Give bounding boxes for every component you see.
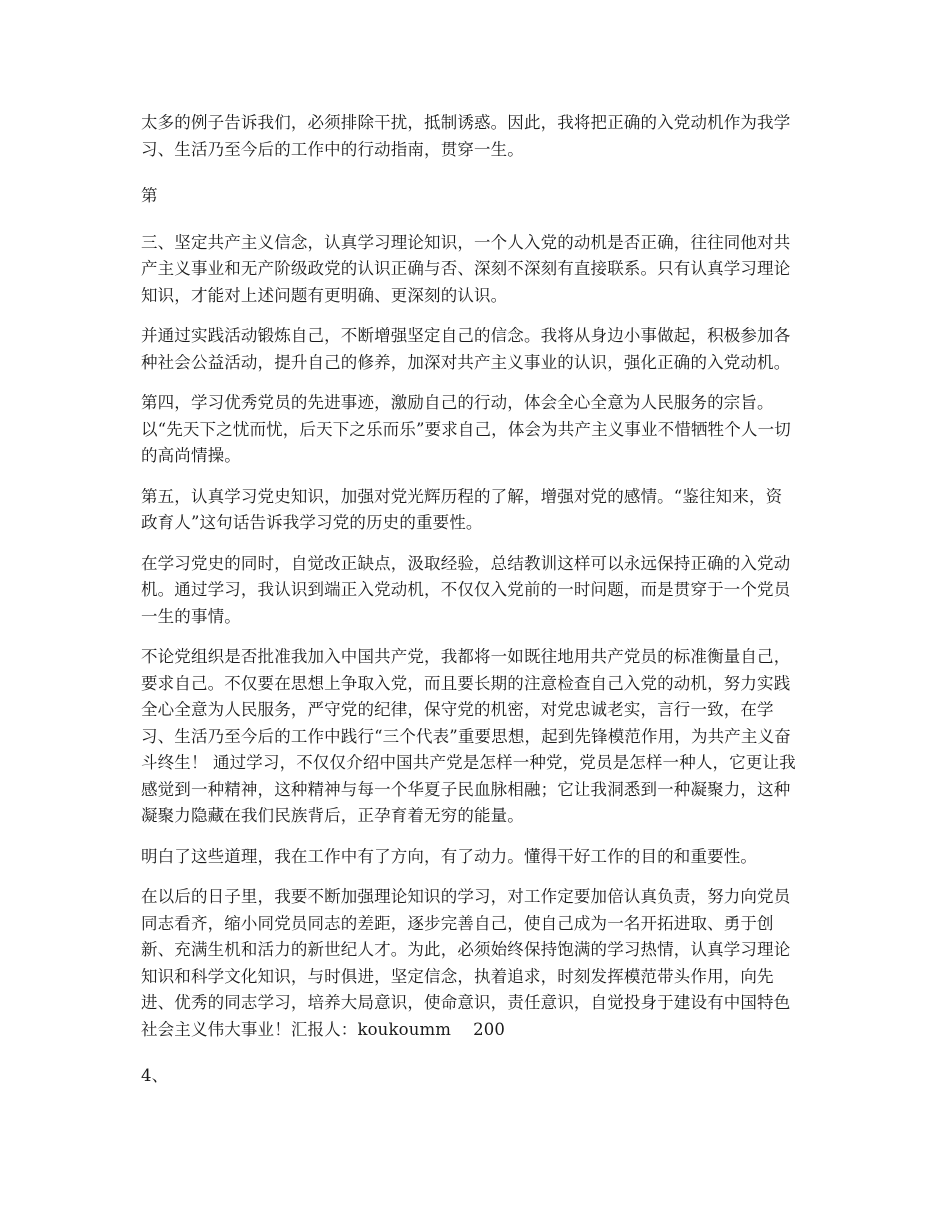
text-line: 种社会公益活动，提升自己的修养，加深对共产主义事业的认识，强化正确的入党动机。 xyxy=(141,352,791,372)
text-line: 进、优秀的同志学习，培养大局意识，使命意识，责任意识，自觉投身于建设有中国特色 xyxy=(141,993,791,1012)
text-line: 三、坚定共产主义信念，认真学习理论知识，一个人入党的动机是否正确，往往同他对共 xyxy=(141,232,791,252)
text-line: 习、生活乃至今后的工作中践行“三个代表”重要思想，起到先锋模范作用，为共产主义奋 xyxy=(141,726,791,746)
text-line: 全心全意为人民服务，严守党的纪律，保守党的机密，对党忠诚老实，言行一致，在学 xyxy=(141,700,774,719)
paragraph xyxy=(141,551,810,631)
text-line: 不论党组织是否批准我加入中国共产党，我都将一如既往地用共产党员的标准衡量自己， xyxy=(141,647,791,666)
text-line: 并通过实践活动锻炼自己，不断增强坚定自己的信念。我将从身边小事做起，积极参加各 xyxy=(141,326,791,345)
paragraph xyxy=(141,884,810,1043)
text-line: 在学习党史的同时，自觉改正缺点，汲取经验，总结教训这样可以永远保持正确的入党动 xyxy=(141,553,791,573)
text-line: 在以后的日子里，我要不断加强理论知识的学习，对工作定要加倍认真负责，努力向党员 xyxy=(141,887,791,906)
paragraph xyxy=(141,390,810,470)
text-line: 的高尚情操。 xyxy=(141,446,241,465)
text-line: 第 xyxy=(141,186,158,205)
text-line: 4、 xyxy=(141,1066,169,1085)
paragraph xyxy=(141,844,810,871)
document-body xyxy=(141,110,810,1090)
text-line: 凝聚力隐藏在我们民族背后，正孕育着无穷的能量。 xyxy=(141,806,524,825)
text-line: 知识，才能对上述问题有更明确、更深刻的认识。 xyxy=(141,285,508,305)
text-line: 习、生活乃至今后的工作中的行动指南，贯穿一生。 xyxy=(141,139,524,159)
text-line: 知识和科学文化知识，与时俱进，坚定信念，执着追求，时刻发挥模范带头作用，向先 xyxy=(141,966,774,986)
paragraph xyxy=(141,1063,810,1090)
text-line: 机。通过学习，我认识到端正入党动机，不仅仅入党前的一时问题，而是贯穿于一个党员 xyxy=(141,580,791,599)
paragraph xyxy=(141,110,810,163)
text-line: 政育人”这句话告诉我学习党的历史的重要性。 xyxy=(141,513,483,532)
paragraph xyxy=(141,230,810,310)
text-line: 明白了这些道理，我在工作中有了方向，有了动力。懂得干好工作的目的和重要性。 xyxy=(141,846,758,866)
text-line: 太多的例子告诉我们，必须排除干扰，抵制诱惑。因此，我将把正确的入党动机作为我学 xyxy=(141,113,791,132)
text-line: 第五，认真学习党史知识，加强对党光辉历程的了解，增强对党的感情。“鉴往知来，资 xyxy=(141,486,783,506)
paragraph xyxy=(141,644,810,830)
paragraph xyxy=(141,484,810,537)
text-line: 要求自己。不仅要在思想上争取入党，而且要长期的注意检查自己入党的动机，努力实践 xyxy=(141,673,791,693)
text-line: 一生的事情。 xyxy=(141,606,241,626)
text-line: 新、充满生机和活力的新世纪人才。为此，必须始终保持饱满的学习热情，认真学习理论 xyxy=(141,940,791,959)
text-line: 产主义事业和无产阶级政党的认识正确与否、深刻不深刻有直接联系。只有认真学习理论 xyxy=(141,259,791,278)
paragraph xyxy=(141,323,810,376)
paragraph xyxy=(141,183,810,210)
text-line: 感觉到一种精神，这种精神与每一个华夏子民血脉相融；它让我洞悉到一种凝聚力，这种 xyxy=(141,779,791,799)
text-line: 以“先天下之忧而忧，后天下之乐而乐”要求自己，体会为共产主义事业不惜牺牲个人一切 xyxy=(141,419,791,439)
text-line: 第四，学习优秀党员的先进事迹，激励自己的行动，体会全心全意为人民服务的宗旨。 xyxy=(141,393,774,412)
text-line: 斗终生！ 通过学习，不仅仅介绍中国共产党是怎样一种党，党员是怎样一种人，它更让我 xyxy=(141,753,796,772)
text-line: 社会主义伟大事业！汇报人：koukoumm 200 xyxy=(141,1019,506,1039)
text-line: 同志看齐，缩小同党员同志的差距，逐步完善自己，使自己成为一名开拓进取、勇于创 xyxy=(141,913,774,933)
